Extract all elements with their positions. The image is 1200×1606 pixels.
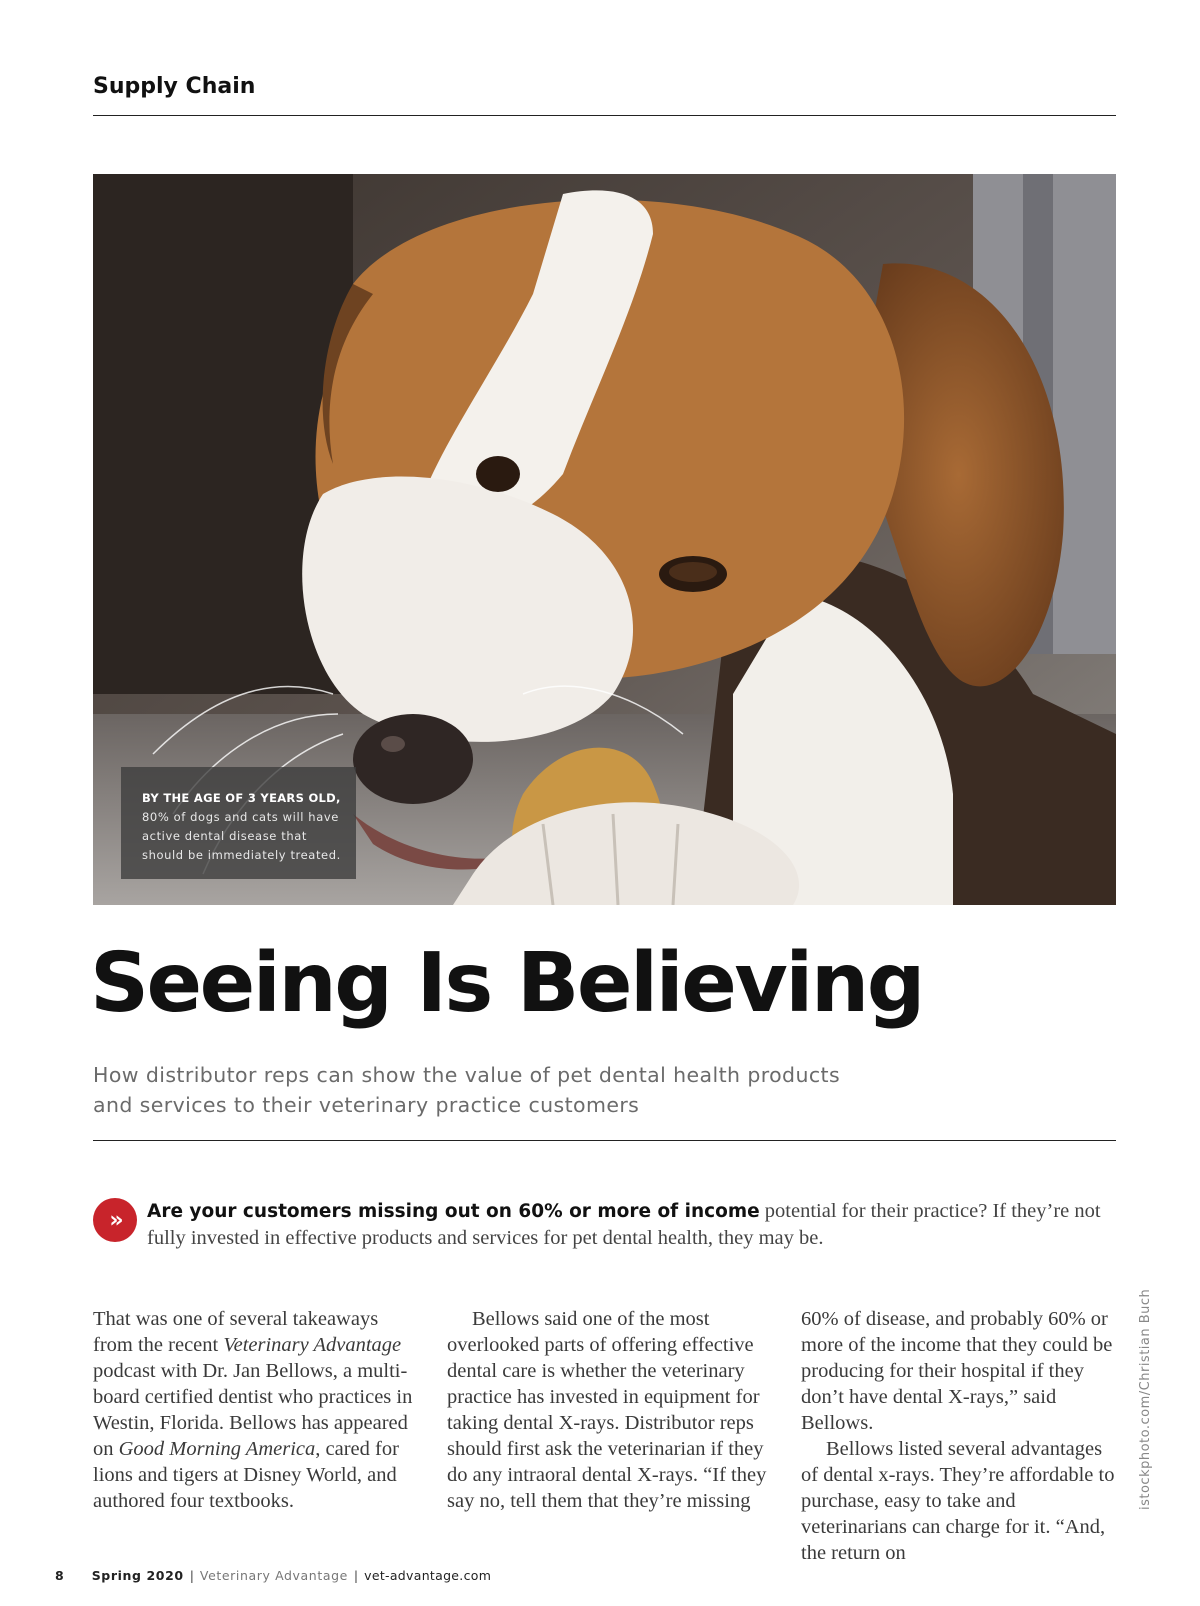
body-column-3	[801, 1306, 1121, 1566]
footer-separator: |	[189, 1568, 194, 1583]
issue-date: Spring 2020	[91, 1568, 184, 1583]
show-title: Good Morning America	[118, 1438, 316, 1460]
chevron-double-right-icon: »	[93, 1198, 137, 1242]
body-column-1	[93, 1306, 413, 1514]
photo-credit: istockphoto.com/Christian Buch	[1138, 1288, 1153, 1510]
article-headline: Seeing Is Believing	[90, 936, 923, 1031]
lead-paragraph	[147, 1198, 1107, 1252]
footer-separator: |	[353, 1568, 359, 1583]
dek-line: and services to their veterinary practice customers	[93, 1093, 640, 1117]
body-paragraph	[93, 1306, 413, 1514]
page-number: 8	[55, 1568, 64, 1583]
dek-rule	[93, 1140, 1116, 1141]
body-paragraph: Bellows said one of the most overlooked parts of offering effective dental care is whether the veterinary practice has invested in equipment for taking dental X-rays. Distributor reps should first ask the veterinarian if they do any intraoral dental X-rays. “If they say no, tell them that they’re missing	[447, 1308, 767, 1512]
page-footer	[55, 1568, 491, 1583]
article-dek	[93, 1060, 853, 1120]
section-label: Supply Chain	[93, 74, 256, 99]
body-paragraph: Bellows listed several advantages of dental x-rays. They’re affordable to purchase, easy to take and veterinarians can charge for it. “And, the return on	[801, 1438, 1115, 1564]
caption-line: should be immediately treated.	[142, 848, 341, 862]
caption-heading: BY THE AGE OF 3 YEARS OLD,	[142, 791, 341, 805]
dek-line: How distributor reps can show the value of pet dental health products	[93, 1063, 841, 1087]
body-paragraph: 60% of disease, and probably 60% or more of the income that they could be producing for their hospital if they don’t have dental X-rays,” said Bellows.	[801, 1308, 1113, 1434]
photo-caption	[121, 767, 356, 879]
publication-title: Veterinary Advantage	[223, 1334, 402, 1356]
website-url: vet-advantage.com	[364, 1568, 492, 1583]
body-text: , cared for lions and tigers at Disney World, and authored four textbooks.	[93, 1438, 399, 1512]
body-text: podcast with Dr. Jan Bellows, a multi-board certified dentist who practices in Westin, Florida. Bellows has appeared on	[93, 1360, 413, 1460]
caption-line: active dental disease that	[142, 829, 307, 843]
body-column-2	[447, 1306, 767, 1514]
caption-line: 80% of dogs and cats will have	[142, 810, 339, 824]
lead-text: potential for their practice? If they’re not fully invested in effective products and services for pet dental health, they may be.	[147, 1200, 1101, 1249]
lead-bold-text: Are your customers missing out on 60% or more of income	[147, 1201, 760, 1222]
body-text: That was one of several takeaways from the recent	[93, 1308, 379, 1356]
top-rule	[93, 115, 1116, 116]
magazine-name: Veterinary Advantage	[199, 1568, 348, 1583]
